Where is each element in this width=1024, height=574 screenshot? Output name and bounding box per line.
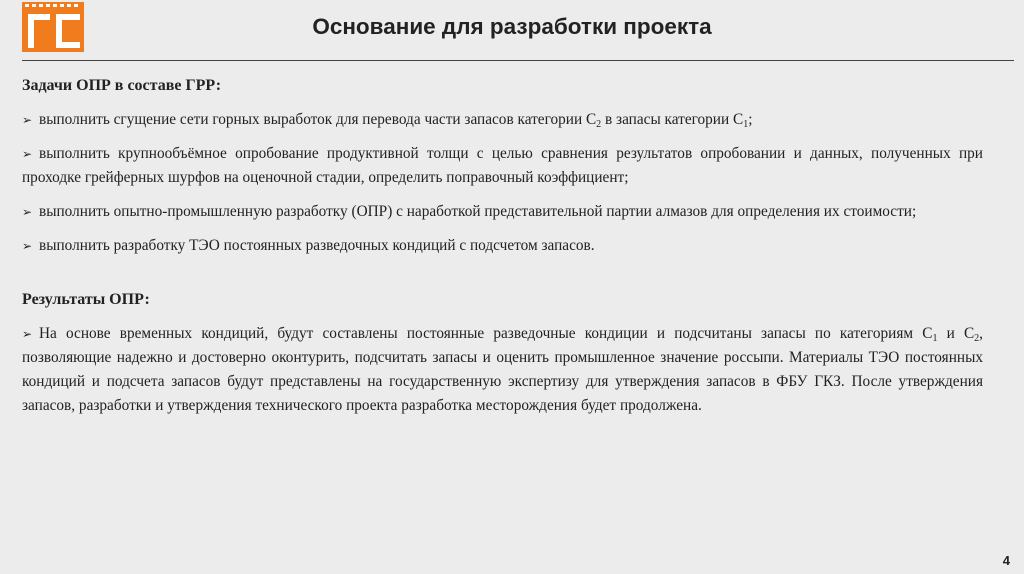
task-item-1: ➢ выполнить сгущение сети горных выработок для перевода части запасов категории $С_2$ в запасы категории $С_1$; — [22, 108, 983, 132]
arrow-bullet-icon: ➢ — [22, 239, 33, 253]
arrow-bullet-icon: ➢ — [22, 147, 33, 161]
arrow-bullet-icon: ➢ — [22, 113, 33, 127]
title-divider — [22, 60, 1014, 61]
task-item-3: ➢ выполнить опытно-промышленную разработку (ОПР) с наработкой представительной партии алмазов для определения их стоимости; — [22, 200, 983, 224]
slide-content — [22, 74, 983, 428]
results-heading: Результаты ОПР: — [22, 291, 150, 308]
task-item-2: ➢ выполнить крупнообъёмное опробование продуктивной толщи с целью сравнения результатов опробовании и данных, полученных при проходке грейферных шурфов на оценочной стадии, определить поправочный коэффициент; — [22, 142, 983, 190]
tasks-heading: Задачи ОПР в составе ГРР: — [22, 77, 222, 94]
task-item-4: ➢ выполнить разработку ТЭО постоянных разведочных кондиций с подсчетом запасов. — [22, 234, 983, 258]
arrow-bullet-icon: ➢ — [22, 327, 33, 341]
page-number: 4 — [1002, 553, 1010, 568]
arrow-bullet-icon: ➢ — [22, 205, 33, 219]
page-title: Основание для разработки проекта — [312, 14, 712, 39]
result-item: ➢ На основе временных кондиций, будут составлены постоянные разведочные кондиции и подсчитаны запасы по категориям $С_1$ и $С_2$, позволяющие надежно и достоверно оконтурить, подсчитать запасы и оценить промышленное значение россыпи. Материалы ТЭО постоянных кондиций и подсчета запасов будут представлены на государственную экспертизу для утверждения запасов в ФБУ ГКЗ. После утверждения запасов, разработки и утверждения технического проекта разработка месторождения будет продолжена. — [22, 322, 983, 418]
